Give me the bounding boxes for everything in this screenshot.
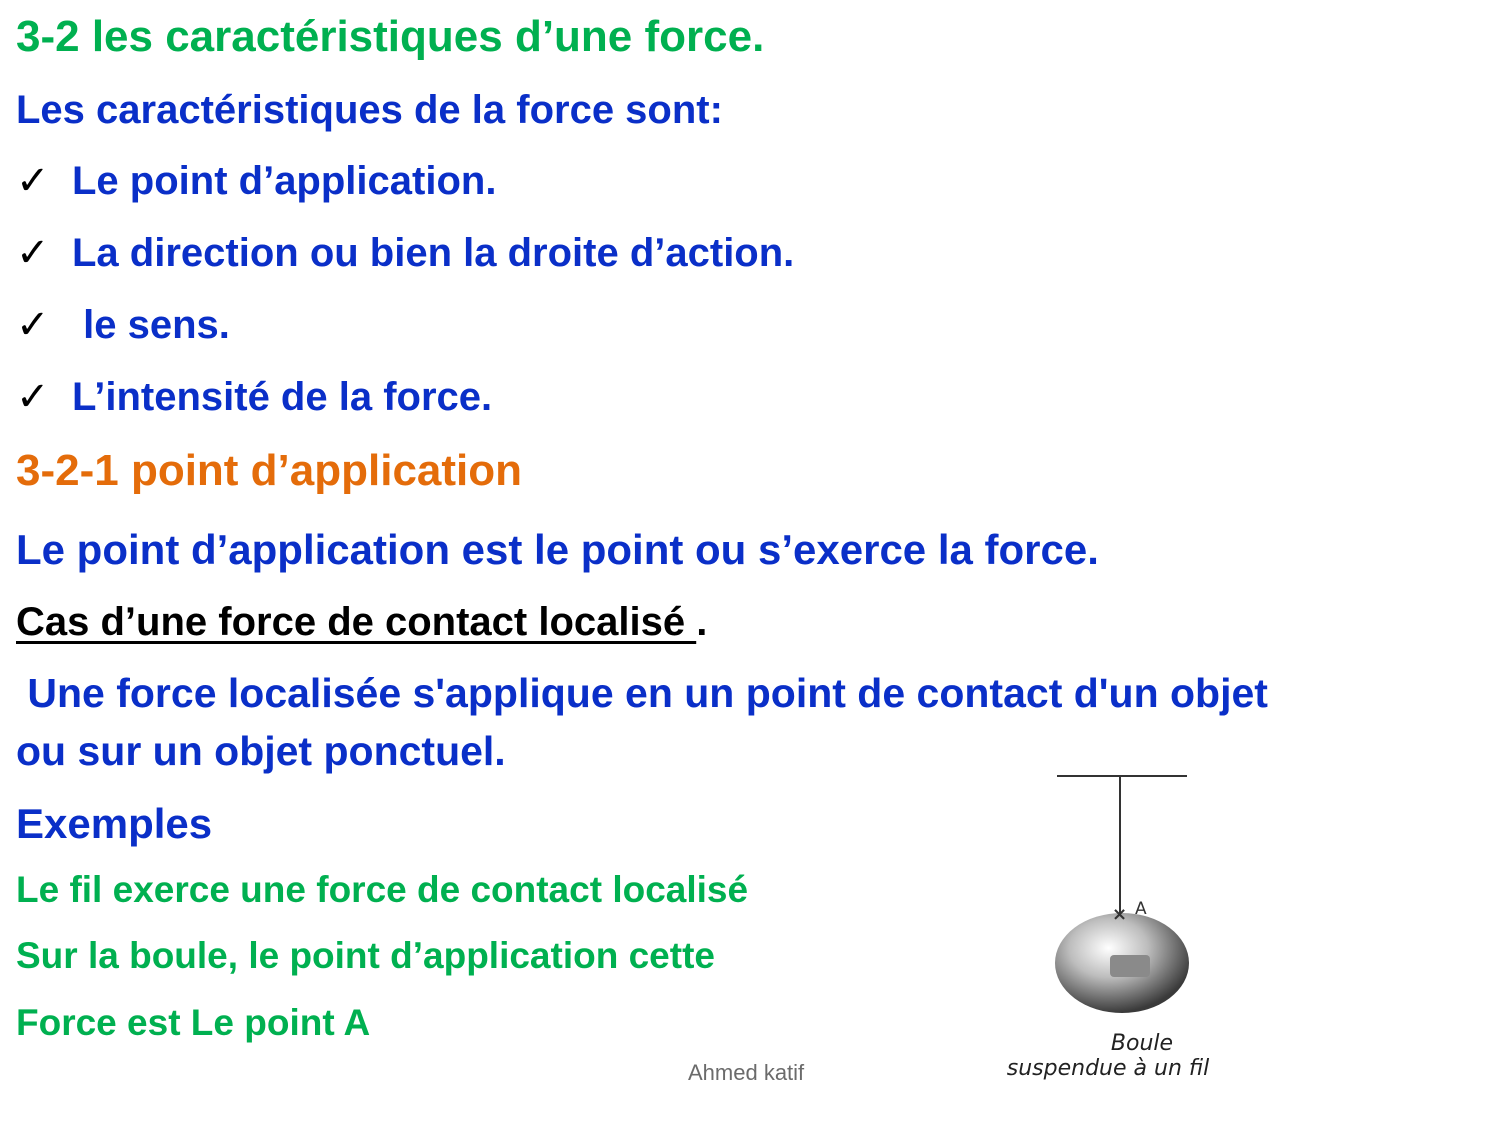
characteristic-label: le sens.	[72, 303, 230, 347]
case-heading	[16, 600, 707, 645]
subsection-number: 3-2-1	[16, 446, 119, 495]
example-line: Le fil exerce une force de contact localisé	[16, 869, 749, 910]
check-mark-icon: ✓	[16, 375, 50, 419]
characteristic-item	[16, 230, 794, 276]
definition-text: Le point d’application est le point ou s’exerce la force.	[16, 526, 1099, 573]
characteristic-label: L’intensité de la force.	[72, 375, 493, 419]
section-heading: 3-2 les caractéristiques d’une force.	[16, 12, 765, 61]
localized-text-line2: ou sur un objet ponctuel.	[16, 728, 506, 774]
check-mark-icon: ✓	[16, 303, 50, 347]
caption-line2: suspendue à un fil	[1006, 1056, 1210, 1081]
subsection-title: point d’application	[118, 446, 523, 495]
case-title: Cas d’une force de contact localisé	[16, 600, 697, 644]
example-line: Force est Le point A	[16, 1002, 371, 1043]
characteristic-label: Le point d’application.	[72, 159, 497, 203]
subsection-heading	[16, 446, 522, 496]
check-mark-icon: ✓	[16, 231, 50, 275]
check-mark-icon: ✓	[16, 159, 50, 203]
case-title-period: .	[696, 600, 708, 644]
characteristic-label: La direction ou bien la droite d’action.	[72, 231, 795, 275]
ball-mark	[1110, 955, 1150, 977]
characteristic-item	[16, 302, 230, 348]
svg-text:×: ×	[1112, 904, 1128, 925]
examples-heading: Exemples	[16, 800, 213, 847]
example-line: Sur la boule, le point d’application cette	[16, 935, 715, 976]
point-a-label: A	[1135, 899, 1147, 919]
suspended-ball-figure	[975, 760, 1245, 1090]
localized-text-line1: Une force localisée s'applique en un point de contact d'un objet	[16, 670, 1268, 716]
ball-illustration	[975, 760, 1245, 1090]
author-footer: Ahmed katif	[688, 1060, 805, 1085]
caption-line1: Boule	[1110, 1031, 1174, 1056]
characteristic-item	[16, 374, 492, 420]
intro-text: Les caractéristiques de la force sont:	[16, 88, 723, 132]
characteristic-item	[16, 158, 496, 204]
